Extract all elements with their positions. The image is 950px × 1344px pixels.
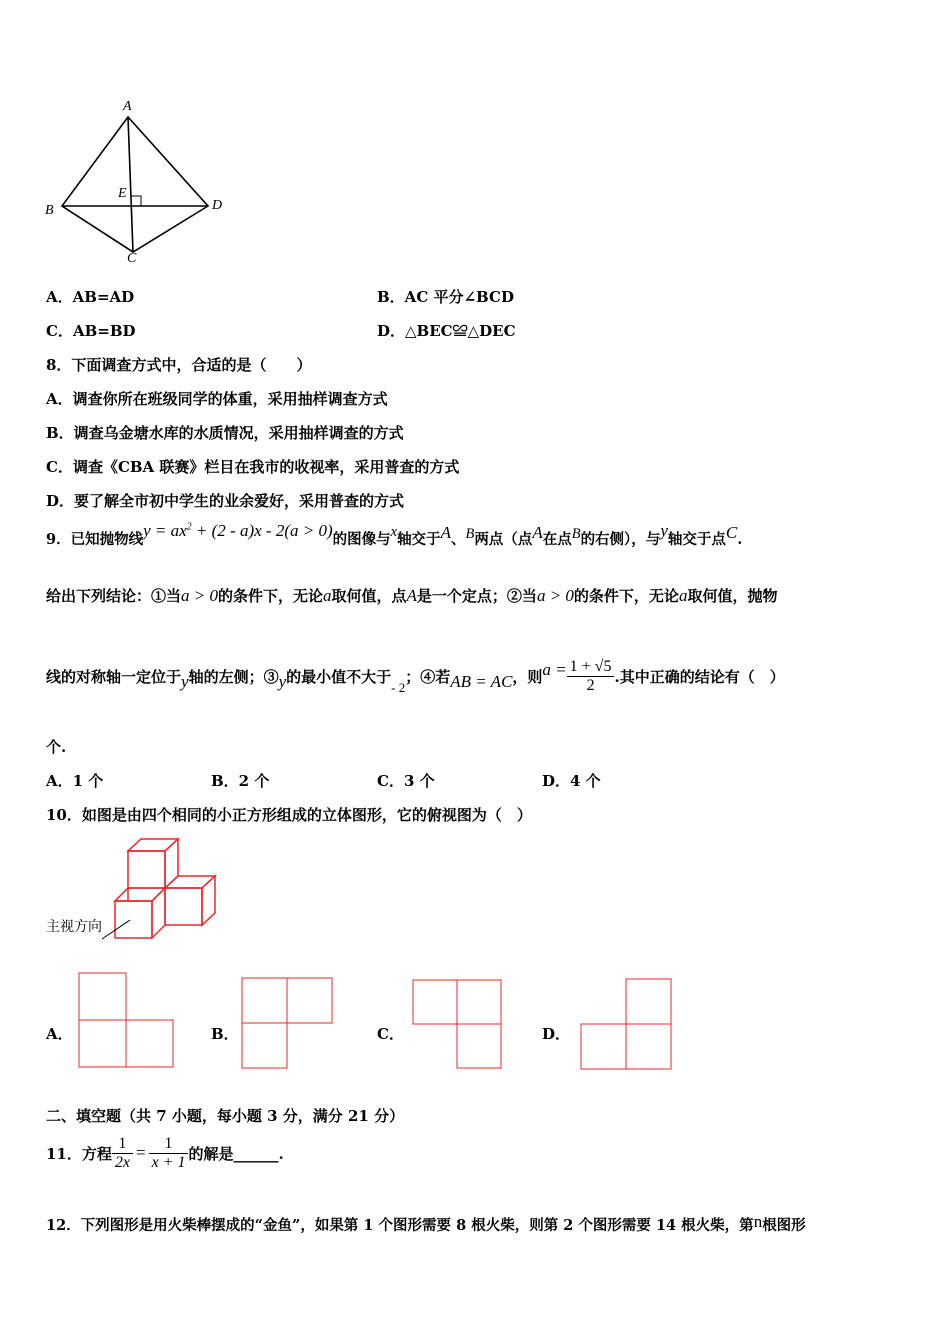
q8-option-c: C．调查《CBA 联赛》栏目在我市的收视率，采用普查的方式	[46, 458, 460, 476]
label-C: C	[127, 251, 137, 266]
q9-number: 9．已知抛物线	[46, 531, 144, 548]
label-A: A	[123, 99, 132, 114]
q11-right-fraction: $\frac{1}{x + 1}$	[149, 1135, 189, 1172]
direction-label: 主视方向	[46, 919, 102, 935]
q9-fraction: $\frac{1 + √5}{2}$	[567, 658, 615, 695]
q7-option-b: B．AC 平分∠BCD	[377, 288, 514, 306]
label-E: E	[118, 186, 127, 201]
q10-option-c-figure	[412, 979, 504, 1071]
q9-option-a: A．1 个	[46, 772, 104, 790]
label-D: D	[212, 198, 223, 213]
q9-option-b: B．2 个	[211, 772, 270, 790]
q9-formula: $y = ax^2 + (2 - a)x - 2(a > 0)$	[143, 521, 333, 540]
q10-option-d-label: D．	[542, 1025, 571, 1043]
q9-line2: 给出下列结论：①当a > 0的条件下，无论a取何值，点A是一个定点；②当a > 0的条件下，无论a取何值，抛物	[46, 586, 778, 605]
q7-option-d: D．△BEC≌△DEC	[377, 322, 516, 340]
q7-figure	[40, 99, 240, 270]
q8-option-b: B．调查乌金塘水库的水质情况，采用抽样调查的方式	[46, 424, 404, 442]
q9-option-d: D．4 个	[542, 772, 601, 790]
q8-option-d: D．要了解全市初中学生的业余爱好，采用普查的方式	[46, 492, 405, 510]
q9-line3: 线的对称轴一定位于 y 轴的左侧；③ y 的最小值不大于 - 2 ；④若 AB = AC ，则 a = $\frac{1 + √5}{2}$ .其中正确的结论有（ ）	[46, 657, 785, 695]
q8-stem: 8．下面调查方式中，合适的是（ ）	[46, 356, 312, 374]
q11-left-fraction: $\frac{1}{2x}$	[112, 1135, 133, 1172]
q7-option-a: A．AB=AD	[46, 288, 135, 306]
q10-option-b-figure	[241, 977, 335, 1071]
q11: 11．方程 $\frac{1}{2x}$ = $\frac{1}{x + 1}$ 的解是______.	[46, 1134, 284, 1171]
q10-option-a-label: A．	[46, 1025, 73, 1043]
q8-option-a: A．调查你所在班级同学的体重，采用抽样调查方式	[46, 390, 388, 408]
q9-line1: 9．已知抛物线$y = ax^2 + (2 - a)x - 2(a > 0)$的图像与x轴交于A、B两点（点A在点B的右侧），与y轴交于点C.	[46, 521, 743, 548]
q10-option-c-label: C．	[377, 1025, 404, 1043]
q10-option-b-label: B．	[211, 1025, 239, 1043]
label-B: B	[45, 203, 54, 218]
q10-option-d-figure	[580, 978, 674, 1072]
q10-stem: 10．如图是由四个相同的小正方形组成的立体图形，它的俯视图为（ ）	[46, 806, 532, 824]
q9-line4: 个.	[46, 738, 67, 756]
q10-option-a-figure	[78, 972, 176, 1070]
q7-option-c: C．AB=BD	[46, 322, 136, 340]
kite-diagram	[40, 105, 240, 270]
section-2-heading: 二、填空题（共 7 小题，每小题 3 分，满分 21 分）	[46, 1107, 405, 1125]
q9-option-c: C．3 个	[377, 772, 435, 790]
q12: 12．下列图形是用火柴棒摆成的“金鱼”，如果第 1 个图形需要 8 根火柴，则第 2 个图形需要 14 根火柴，第n根图形	[46, 1212, 806, 1234]
